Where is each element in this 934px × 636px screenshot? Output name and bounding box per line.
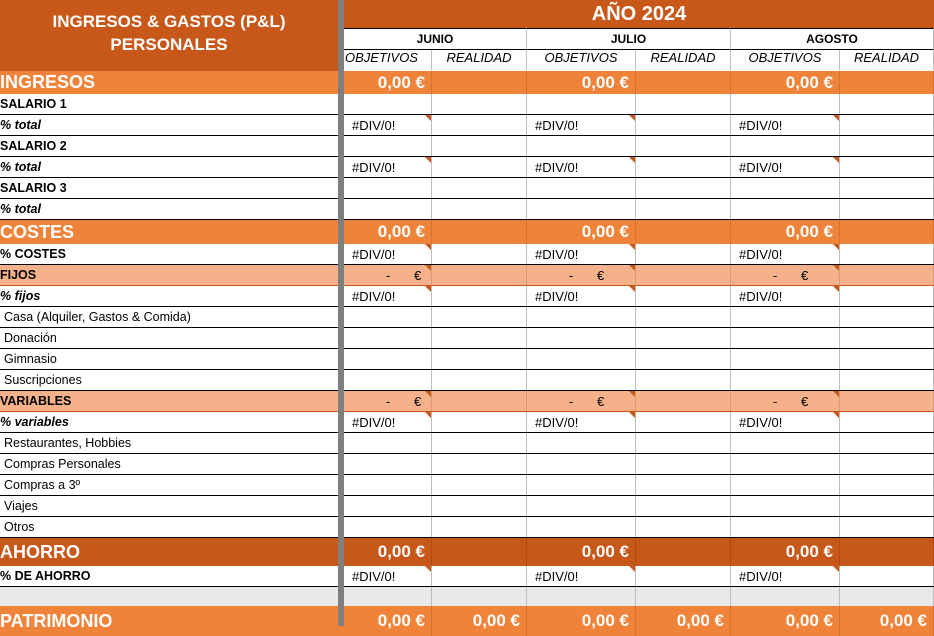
cell-blank-realidad-1[interactable]	[636, 587, 731, 606]
cell-blank-objetivos-2[interactable]	[731, 587, 840, 606]
cell-restaurantes-realidad-0[interactable]	[432, 433, 527, 453]
cell-pct-fijos-objetivos-2[interactable]	[731, 286, 840, 306]
table-row-pct-total	[0, 199, 934, 220]
table-row-pct-fijos	[0, 286, 934, 307]
sheet-title	[0, 0, 338, 71]
cell-ahorro-objetivos-0[interactable]	[344, 538, 432, 566]
cell-pct-total-realidad-2[interactable]	[840, 199, 934, 219]
cell-ahorro-objetivos-2[interactable]	[731, 538, 840, 566]
euro-sign: €	[597, 394, 605, 409]
cell-compras-3-realidad-0[interactable]	[432, 475, 527, 495]
cell-pct-costes-realidad-1[interactable]	[636, 244, 731, 264]
dash-value: -	[569, 394, 574, 409]
cell-pct-costes-realidad-2[interactable]	[840, 244, 934, 264]
formula-error: #DIV/0!	[535, 247, 579, 262]
comment-marker	[833, 115, 839, 121]
comment-marker	[629, 244, 635, 250]
comment-marker	[629, 115, 635, 121]
row-label-patrimonio: PATRIMONIO	[0, 611, 113, 631]
cell-salario1-objetivos-0[interactable]	[344, 94, 432, 114]
comment-marker	[833, 566, 839, 572]
row-label-casa: Casa (Alquiler, Gastos & Comida)	[4, 310, 191, 324]
cell-ahorro-realidad-1[interactable]	[636, 538, 731, 566]
table-row-ahorro	[0, 538, 934, 566]
comment-marker	[425, 566, 431, 572]
cell-ahorro-realidad-0[interactable]	[432, 538, 527, 566]
cell-suscripciones-objetivos-1[interactable]	[527, 370, 636, 390]
cell-pct-fijos-realidad-1[interactable]	[636, 286, 731, 306]
month-header-2: AGOSTO	[731, 28, 934, 50]
cell-viajes-objetivos-2[interactable]	[731, 496, 840, 516]
cell-pct-variables-realidad-1[interactable]	[636, 412, 731, 432]
row-label-restaurantes: Restaurantes, Hobbies	[4, 436, 132, 450]
cell-costes-objetivos-0[interactable]	[344, 220, 432, 244]
table-row-compras-3	[0, 475, 934, 496]
cell-variables-realidad-1[interactable]	[636, 391, 731, 411]
cell-costes-objetivos-1[interactable]	[527, 220, 636, 244]
cell-compras-3-objetivos-1[interactable]	[527, 475, 636, 495]
table-row-patrimonio	[0, 606, 934, 636]
amount-value: 0,00 €	[581, 542, 629, 561]
cell-salario3-objetivos-2[interactable]	[731, 178, 840, 198]
table-row-otros	[0, 517, 934, 538]
row-label-ingresos: INGRESOS	[0, 72, 96, 92]
cell-patrimonio-realidad-2[interactable]	[840, 606, 934, 636]
table-row-ingresos	[0, 71, 934, 94]
formula-error: #DIV/0!	[352, 118, 396, 133]
cell-pct-ahorro-realidad-2[interactable]	[840, 566, 934, 586]
cell-salario3-realidad-1[interactable]	[636, 178, 731, 198]
cell-gimnasio-objetivos-0[interactable]	[344, 349, 432, 369]
cell-pct-variables-realidad-0[interactable]	[432, 412, 527, 432]
cell-otros-realidad-2[interactable]	[840, 517, 934, 537]
frozen-pane-divider[interactable]	[338, 0, 344, 626]
euro-sign: €	[414, 268, 422, 283]
euro-sign: €	[597, 268, 605, 283]
cell-fijos-objetivos-2[interactable]	[731, 265, 840, 285]
dash-value: -	[386, 394, 391, 409]
euro-sign: €	[801, 394, 809, 409]
cell-variables-objetivos-2[interactable]	[731, 391, 840, 411]
dash-value: -	[773, 268, 778, 283]
amount-value: 0,00 €	[676, 611, 724, 630]
row-label-pct-total: % total	[0, 118, 41, 132]
cell-costes-realidad-0[interactable]	[432, 220, 527, 244]
cell-salario2-realidad-1[interactable]	[636, 136, 731, 156]
cell-patrimonio-objetivos-0[interactable]	[344, 606, 432, 636]
cell-donacion-realidad-2[interactable]	[840, 328, 934, 348]
cell-blank-objetivos-1[interactable]	[527, 587, 636, 606]
cell-costes-realidad-2[interactable]	[840, 220, 934, 244]
month-header-1: JULIO	[527, 28, 731, 50]
cell-ingresos-realidad-2[interactable]	[840, 71, 934, 94]
comment-marker	[833, 286, 839, 292]
row-label-salario1: SALARIO 1	[0, 97, 67, 111]
comment-marker	[833, 412, 839, 418]
cell-blank-realidad-0[interactable]	[432, 587, 527, 606]
cell-patrimonio-realidad-0[interactable]	[432, 606, 527, 636]
cell-salario1-objetivos-2[interactable]	[731, 94, 840, 114]
amount-value: 0,00 €	[377, 542, 425, 561]
table-row-pct-ahorro	[0, 566, 934, 587]
cell-pct-ahorro-realidad-1[interactable]	[636, 566, 731, 586]
cell-viajes-realidad-2[interactable]	[840, 496, 934, 516]
col-realidad-header: REALIDAD	[636, 50, 731, 70]
table-row-fijos	[0, 265, 934, 286]
cell-blank-realidad-2[interactable]	[840, 587, 934, 606]
table-row-salario1	[0, 94, 934, 115]
comment-marker	[833, 265, 839, 271]
comment-marker	[425, 412, 431, 418]
cell-salario3-realidad-2[interactable]	[840, 178, 934, 198]
cell-gimnasio-objetivos-2[interactable]	[731, 349, 840, 369]
cell-fijos-objetivos-1[interactable]	[527, 265, 636, 285]
formula-error: #DIV/0!	[535, 289, 579, 304]
comment-marker	[629, 391, 635, 397]
cell-patrimonio-realidad-1[interactable]	[636, 606, 731, 636]
formula-error: #DIV/0!	[535, 118, 579, 133]
cell-ingresos-objetivos-1[interactable]	[527, 71, 636, 94]
euro-sign: €	[414, 394, 422, 409]
cell-salario2-realidad-0[interactable]	[432, 136, 527, 156]
cell-pct-costes-objetivos-0[interactable]	[344, 244, 432, 264]
cell-pct-total-realidad-2[interactable]	[840, 115, 934, 135]
comment-marker	[425, 115, 431, 121]
row-label-pct-total: % total	[0, 160, 41, 174]
comment-marker	[425, 391, 431, 397]
formula-error: #DIV/0!	[739, 160, 783, 175]
cell-casa-realidad-1[interactable]	[636, 307, 731, 327]
amount-value: 0,00 €	[581, 611, 629, 630]
cell-viajes-objetivos-0[interactable]	[344, 496, 432, 516]
formula-error: #DIV/0!	[535, 569, 579, 584]
formula-error: #DIV/0!	[739, 118, 783, 133]
cell-pct-costes-realidad-0[interactable]	[432, 244, 527, 264]
cell-pct-costes-objetivos-1[interactable]	[527, 244, 636, 264]
col-objetivos-header: OBJETIVOS	[527, 50, 636, 70]
row-label-variables: VARIABLES	[0, 394, 72, 408]
cell-ingresos-realidad-0[interactable]	[432, 71, 527, 94]
formula-error: #DIV/0!	[739, 569, 783, 584]
cell-gimnasio-realidad-0[interactable]	[432, 349, 527, 369]
row-label-suscripciones: Suscripciones	[4, 373, 82, 387]
cell-variables-objetivos-1[interactable]	[527, 391, 636, 411]
cell-gimnasio-realidad-1[interactable]	[636, 349, 731, 369]
cell-restaurantes-objetivos-1[interactable]	[527, 433, 636, 453]
formula-error: #DIV/0!	[739, 289, 783, 304]
cell-pct-total-realidad-0[interactable]	[432, 199, 527, 219]
cell-fijos-realidad-1[interactable]	[636, 265, 731, 285]
row-label-ahorro: AHORRO	[0, 542, 80, 562]
row-label-salario3: SALARIO 3	[0, 181, 67, 195]
cell-variables-realidad-0[interactable]	[432, 391, 527, 411]
table-row-gimnasio	[0, 349, 934, 370]
amount-value: 0,00 €	[377, 73, 425, 92]
cell-compras-3-realidad-2[interactable]	[840, 475, 934, 495]
cell-variables-realidad-2[interactable]	[840, 391, 934, 411]
cell-otros-realidad-1[interactable]	[636, 517, 731, 537]
table-row-costes	[0, 220, 934, 244]
cell-salario3-realidad-0[interactable]	[432, 178, 527, 198]
amount-value: 0,00 €	[785, 222, 833, 241]
cell-ahorro-realidad-2[interactable]	[840, 538, 934, 566]
table-row-compras-personales	[0, 454, 934, 475]
cell-donacion-realidad-0[interactable]	[432, 328, 527, 348]
cell-costes-objetivos-2[interactable]	[731, 220, 840, 244]
sheet-title-line2: PERSONALES	[110, 35, 228, 54]
cell-blank-objetivos-0[interactable]	[344, 587, 432, 606]
cell-pct-total-objetivos-1[interactable]	[527, 157, 636, 177]
table-row-restaurantes	[0, 433, 934, 454]
cell-donacion-objetivos-0[interactable]	[344, 328, 432, 348]
cell-patrimonio-objetivos-2[interactable]	[731, 606, 840, 636]
cell-patrimonio-objetivos-1[interactable]	[527, 606, 636, 636]
cell-suscripciones-objetivos-2[interactable]	[731, 370, 840, 390]
cell-viajes-realidad-1[interactable]	[636, 496, 731, 516]
cell-casa-objetivos-2[interactable]	[731, 307, 840, 327]
cell-pct-total-realidad-0[interactable]	[432, 115, 527, 135]
cell-suscripciones-realidad-0[interactable]	[432, 370, 527, 390]
table-row-pct-total	[0, 157, 934, 178]
formula-error: #DIV/0!	[352, 415, 396, 430]
table-row-viajes	[0, 496, 934, 517]
cell-pct-fijos-objetivos-1[interactable]	[527, 286, 636, 306]
cell-compras-personales-objetivos-0[interactable]	[344, 454, 432, 474]
cell-pct-ahorro-objetivos-1[interactable]	[527, 566, 636, 586]
table-row-donacion	[0, 328, 934, 349]
comment-marker	[629, 157, 635, 163]
formula-error: #DIV/0!	[739, 247, 783, 262]
cell-otros-objetivos-0[interactable]	[344, 517, 432, 537]
cell-pct-variables-objetivos-1[interactable]	[527, 412, 636, 432]
year-header: AÑO 2024	[344, 0, 934, 28]
comment-marker	[425, 286, 431, 292]
row-label-pct-costes: % COSTES	[0, 247, 66, 261]
cell-salario3-objetivos-0[interactable]	[344, 178, 432, 198]
col-realidad-header: REALIDAD	[840, 50, 934, 70]
cell-salario1-realidad-1[interactable]	[636, 94, 731, 114]
cell-otros-realidad-0[interactable]	[432, 517, 527, 537]
cell-pct-costes-objetivos-2[interactable]	[731, 244, 840, 264]
col-realidad-header: REALIDAD	[432, 50, 527, 70]
cell-suscripciones-objetivos-0[interactable]	[344, 370, 432, 390]
amount-value: 0,00 €	[785, 542, 833, 561]
col-objetivos-header: OBJETIVOS	[731, 50, 840, 70]
row-label-pct-variables: % variables	[0, 415, 69, 429]
formula-error: #DIV/0!	[352, 569, 396, 584]
row-label-compras-personales: Compras Personales	[4, 457, 121, 471]
cell-salario1-realidad-0[interactable]	[432, 94, 527, 114]
cell-fijos-realidad-2[interactable]	[840, 265, 934, 285]
cell-pct-total-objetivos-2[interactable]	[731, 157, 840, 177]
cell-pct-total-realidad-1[interactable]	[636, 157, 731, 177]
cell-pct-fijos-realidad-2[interactable]	[840, 286, 934, 306]
cell-compras-3-objetivos-2[interactable]	[731, 475, 840, 495]
row-label-costes: COSTES	[0, 222, 75, 242]
cell-salario1-realidad-2[interactable]	[840, 94, 934, 114]
cell-salario1-objetivos-1[interactable]	[527, 94, 636, 114]
cell-compras-personales-objetivos-2[interactable]	[731, 454, 840, 474]
cell-donacion-objetivos-2[interactable]	[731, 328, 840, 348]
cell-compras-3-realidad-1[interactable]	[636, 475, 731, 495]
row-label-fijos: FIJOS	[0, 268, 37, 282]
cell-pct-total-objetivos-2[interactable]	[731, 115, 840, 135]
row-label-pct-ahorro: % DE AHORRO	[0, 569, 91, 583]
cell-casa-realidad-2[interactable]	[840, 307, 934, 327]
cell-pct-fijos-objetivos-0[interactable]	[344, 286, 432, 306]
cell-pct-total-objetivos-0[interactable]	[344, 115, 432, 135]
row-label-salario2: SALARIO 2	[0, 139, 67, 153]
table-row-suscripciones	[0, 370, 934, 391]
row-label-gimnasio: Gimnasio	[4, 352, 57, 366]
comment-marker	[425, 244, 431, 250]
cell-ahorro-objetivos-1[interactable]	[527, 538, 636, 566]
table-row-salario3	[0, 178, 934, 199]
cell-compras-personales-realidad-1[interactable]	[636, 454, 731, 474]
cell-otros-objetivos-2[interactable]	[731, 517, 840, 537]
comment-marker	[629, 286, 635, 292]
cell-gimnasio-objetivos-1[interactable]	[527, 349, 636, 369]
cell-pct-total-realidad-1[interactable]	[636, 199, 731, 219]
col-objetivos-header: OBJETIVOS	[344, 50, 432, 70]
cell-fijos-objetivos-0[interactable]	[344, 265, 432, 285]
cell-compras-personales-objetivos-1[interactable]	[527, 454, 636, 474]
cell-casa-objetivos-0[interactable]	[344, 307, 432, 327]
cell-pct-ahorro-realidad-0[interactable]	[432, 566, 527, 586]
cell-otros-objetivos-1[interactable]	[527, 517, 636, 537]
table-row-blank	[0, 587, 934, 606]
row-label-pct-total: % total	[0, 202, 41, 216]
cell-donacion-realidad-1[interactable]	[636, 328, 731, 348]
cell-variables-objetivos-0[interactable]	[344, 391, 432, 411]
table-row-casa	[0, 307, 934, 328]
cell-ingresos-objetivos-0[interactable]	[344, 71, 432, 94]
cell-costes-realidad-1[interactable]	[636, 220, 731, 244]
formula-error: #DIV/0!	[535, 160, 579, 175]
row-label-pct-fijos: % fijos	[0, 289, 41, 303]
cell-pct-variables-objetivos-0[interactable]	[344, 412, 432, 432]
formula-error: #DIV/0!	[739, 415, 783, 430]
cell-pct-total-objetivos-1[interactable]	[527, 115, 636, 135]
cell-pct-variables-objetivos-2[interactable]	[731, 412, 840, 432]
cell-suscripciones-realidad-1[interactable]	[636, 370, 731, 390]
cell-restaurantes-objetivos-2[interactable]	[731, 433, 840, 453]
cell-pct-total-objetivos-0[interactable]	[344, 157, 432, 177]
cell-viajes-realidad-0[interactable]	[432, 496, 527, 516]
formula-error: #DIV/0!	[352, 247, 396, 262]
cell-salario2-realidad-2[interactable]	[840, 136, 934, 156]
cell-gimnasio-realidad-2[interactable]	[840, 349, 934, 369]
cell-donacion-objetivos-1[interactable]	[527, 328, 636, 348]
table-row-pct-costes	[0, 244, 934, 265]
cell-pct-total-objetivos-0[interactable]	[344, 199, 432, 219]
cell-pct-variables-realidad-2[interactable]	[840, 412, 934, 432]
cell-pct-fijos-realidad-0[interactable]	[432, 286, 527, 306]
row-label-viajes: Viajes	[4, 499, 38, 513]
table-row-pct-total	[0, 115, 934, 136]
cell-pct-ahorro-objetivos-0[interactable]	[344, 566, 432, 586]
cell-compras-personales-realidad-2[interactable]	[840, 454, 934, 474]
formula-error: #DIV/0!	[352, 289, 396, 304]
cell-compras-personales-realidad-0[interactable]	[432, 454, 527, 474]
amount-value: 0,00 €	[581, 73, 629, 92]
cell-pct-total-realidad-1[interactable]	[636, 115, 731, 135]
cell-casa-realidad-0[interactable]	[432, 307, 527, 327]
dash-value: -	[773, 394, 778, 409]
month-header-0: JUNIO	[344, 28, 527, 50]
cell-restaurantes-realidad-2[interactable]	[840, 433, 934, 453]
cell-compras-3-objetivos-0[interactable]	[344, 475, 432, 495]
cell-fijos-realidad-0[interactable]	[432, 265, 527, 285]
table-row-variables	[0, 391, 934, 412]
comment-marker	[833, 157, 839, 163]
amount-value: 0,00 €	[879, 611, 927, 630]
comment-marker	[425, 265, 431, 271]
euro-sign: €	[801, 268, 809, 283]
amount-value: 0,00 €	[472, 611, 520, 630]
table-row-pct-variables	[0, 412, 934, 433]
cell-restaurantes-realidad-1[interactable]	[636, 433, 731, 453]
comment-marker	[629, 412, 635, 418]
amount-value: 0,00 €	[377, 222, 425, 241]
comment-marker	[833, 244, 839, 250]
cell-salario3-objetivos-1[interactable]	[527, 178, 636, 198]
formula-error: #DIV/0!	[352, 160, 396, 175]
table-row-salario2	[0, 136, 934, 157]
sheet-title-line1: INGRESOS & GASTOS (P&L)	[52, 12, 286, 31]
dash-value: -	[569, 268, 574, 283]
comment-marker	[833, 391, 839, 397]
comment-marker	[629, 566, 635, 572]
cell-salario2-objetivos-1[interactable]	[527, 136, 636, 156]
cell-salario2-objetivos-2[interactable]	[731, 136, 840, 156]
amount-value: 0,00 €	[785, 73, 833, 92]
cell-pct-total-objetivos-2[interactable]	[731, 199, 840, 219]
row-label-donacion: Donación	[4, 331, 57, 345]
cell-pct-total-objetivos-1[interactable]	[527, 199, 636, 219]
cell-pct-total-realidad-0[interactable]	[432, 157, 527, 177]
cell-salario2-objetivos-0[interactable]	[344, 136, 432, 156]
cell-pct-ahorro-objetivos-2[interactable]	[731, 566, 840, 586]
cell-pct-total-realidad-2[interactable]	[840, 157, 934, 177]
row-label-compras-3: Compras a 3º	[4, 478, 81, 492]
amount-value: 0,00 €	[581, 222, 629, 241]
formula-error: #DIV/0!	[535, 415, 579, 430]
amount-value: 0,00 €	[785, 611, 833, 630]
comment-marker	[425, 157, 431, 163]
comment-marker	[629, 265, 635, 271]
row-label-otros: Otros	[4, 520, 35, 534]
cell-viajes-objetivos-1[interactable]	[527, 496, 636, 516]
cell-ingresos-realidad-1[interactable]	[636, 71, 731, 94]
cell-suscripciones-realidad-2[interactable]	[840, 370, 934, 390]
cell-casa-objetivos-1[interactable]	[527, 307, 636, 327]
cell-ingresos-objetivos-2[interactable]	[731, 71, 840, 94]
cell-restaurantes-objetivos-0[interactable]	[344, 433, 432, 453]
amount-value: 0,00 €	[377, 611, 425, 630]
dash-value: -	[386, 268, 391, 283]
